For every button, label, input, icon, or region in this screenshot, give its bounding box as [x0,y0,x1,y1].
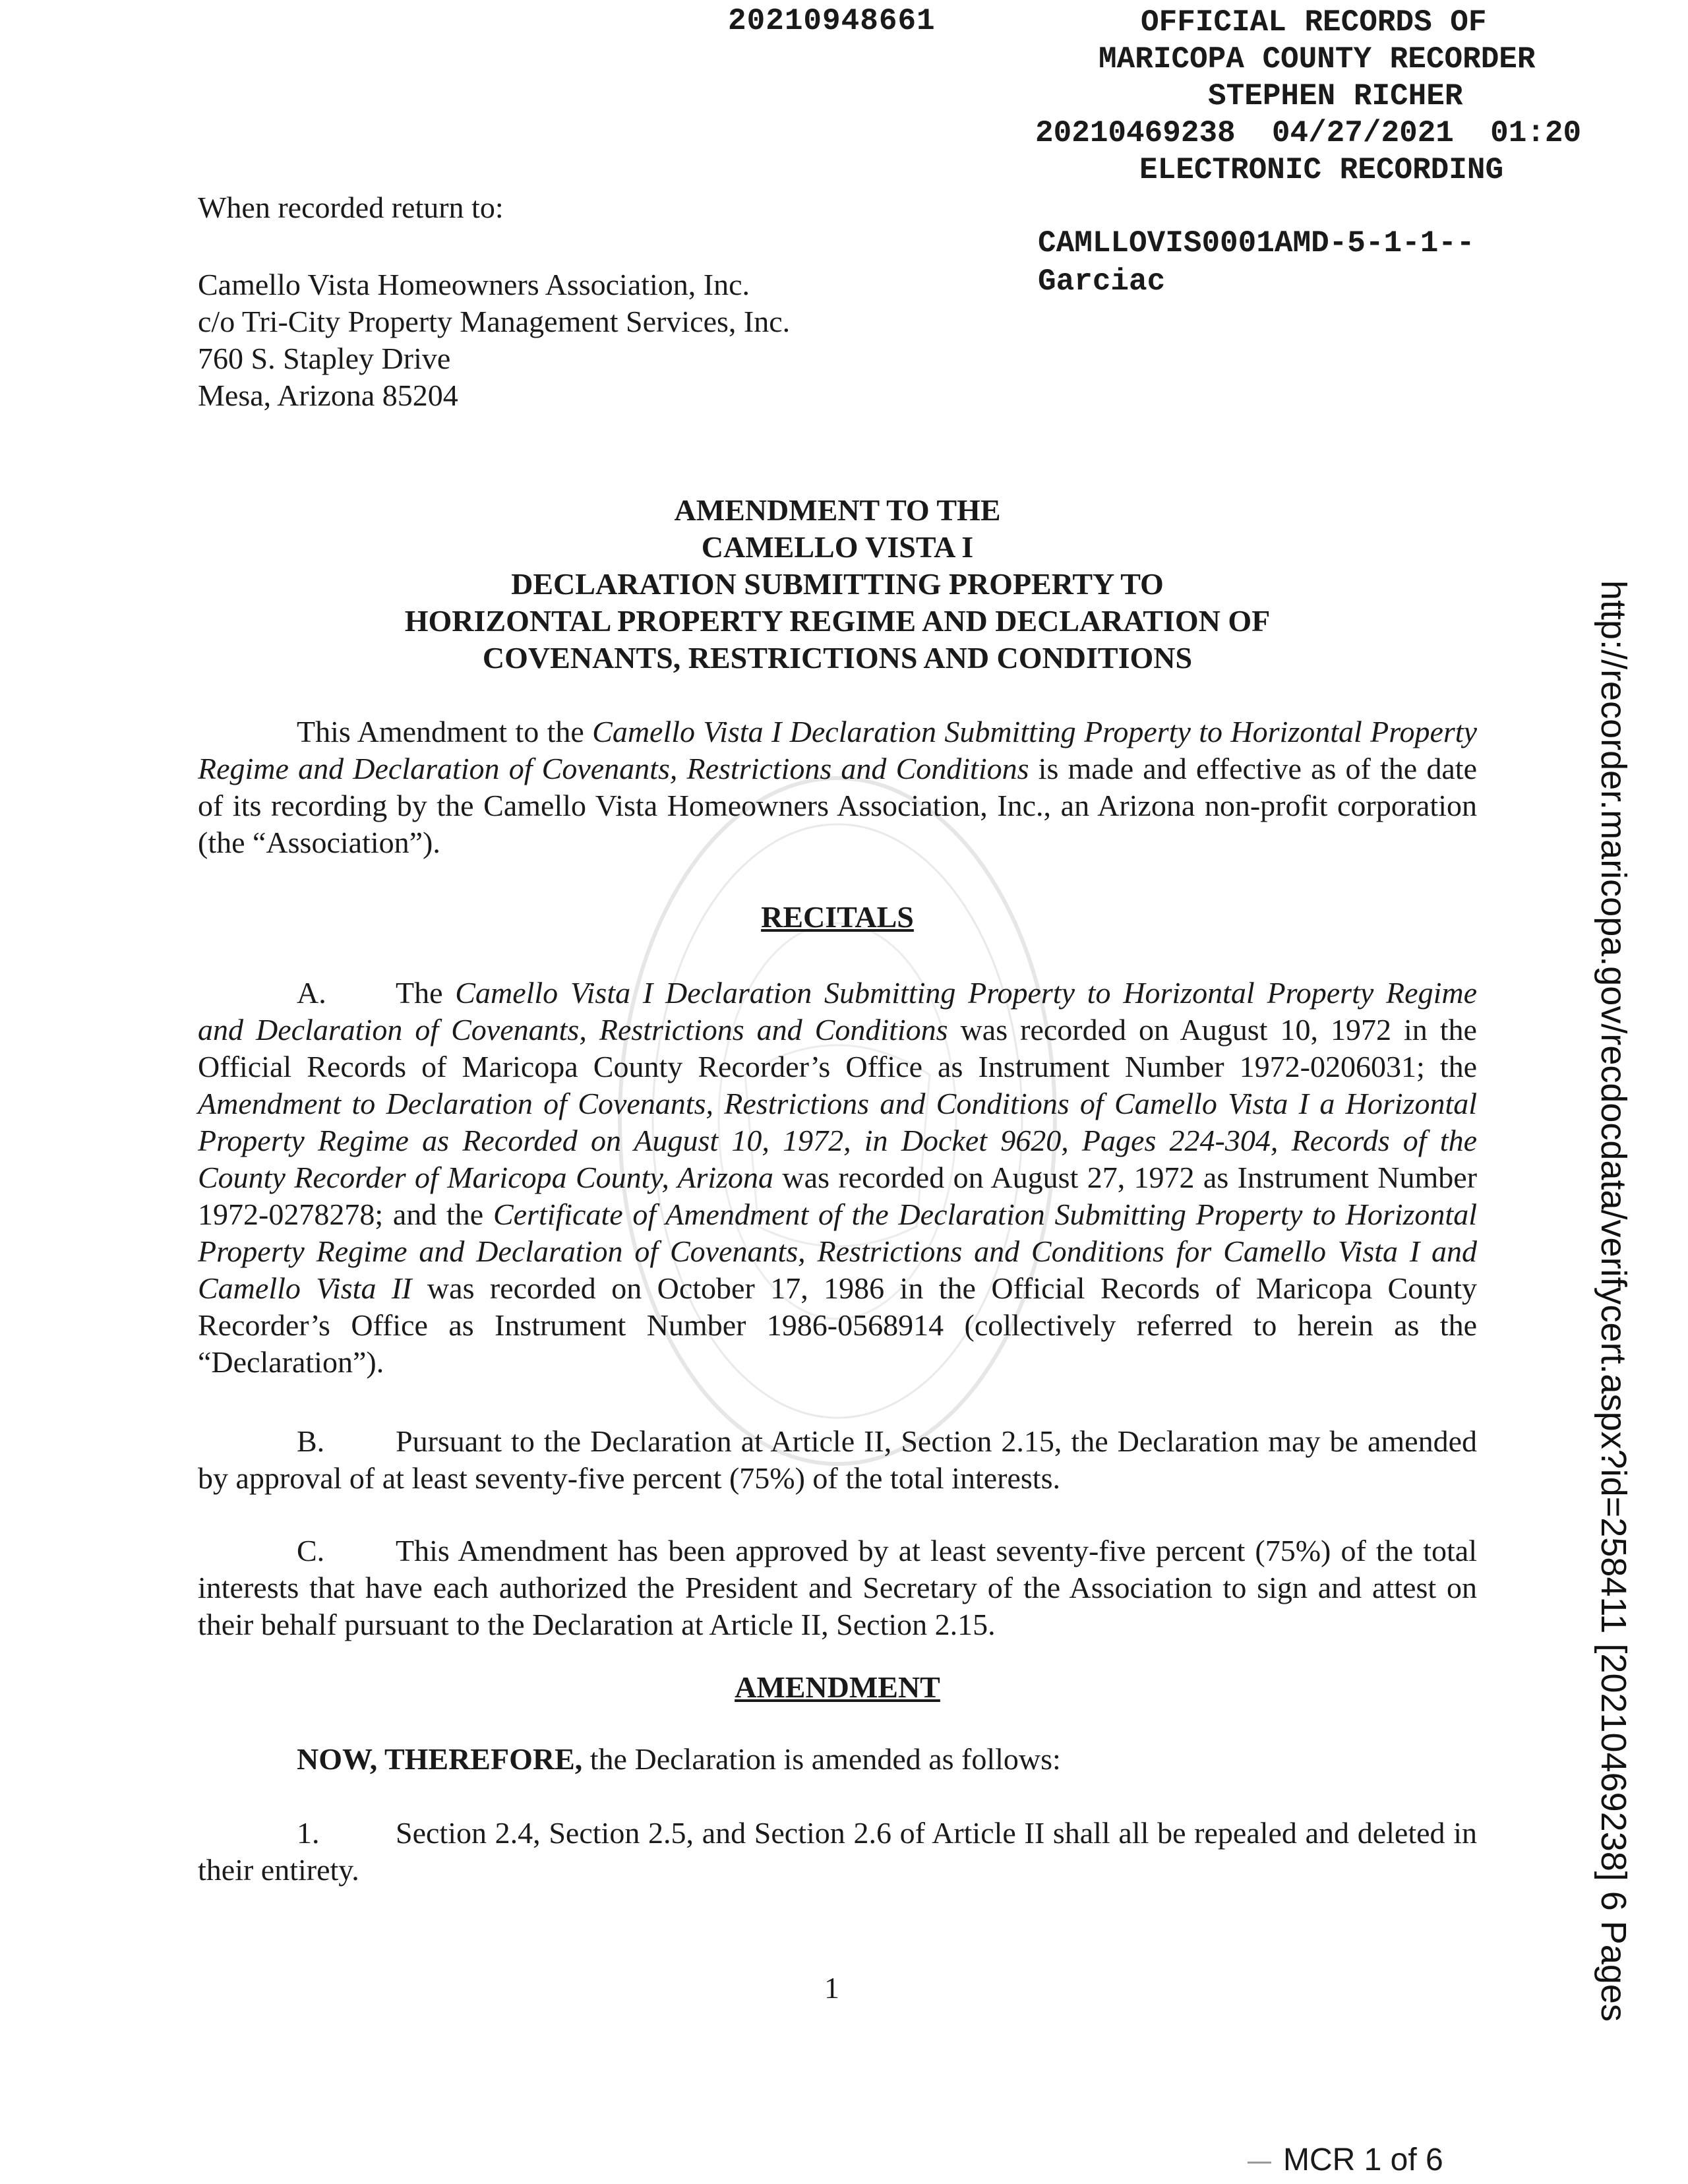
filing-code-line: Garciac [1038,264,1166,299]
amendment-item-1: 1. Section 2.4, Section 2.5, and Section 2.6 of Article II shall all be repealed and deleted in their entirety. [198,1816,1477,1887]
recorder-stamp [1035,4,1648,189]
footer-dash [1248,2162,1271,2164]
item-label: 1. [297,1816,320,1850]
recorder-stamp-line: STEPHEN RICHER [1208,79,1463,113]
title-line: HORIZONTAL PROPERTY REGIME AND DECLARATION OF [404,604,1271,638]
recording-number-date-time: 20210469238 04/27/2021 01:20 [1035,116,1582,150]
document-title [198,492,1477,677]
return-label: When recorded return to: [198,191,504,224]
title-line: DECLARATION SUBMITTING PROPERTY TO [511,567,1164,601]
recitals-heading: RECITALS [761,900,914,934]
address-line: Mesa, Arizona 85204 [198,379,458,412]
recital-c: C. This Amendment has been approved by at least seventy-five percent (75%) of the total interests that have each authorized the President and Secretary of the Association to sign and attest on their behalf pursuant to the Declaration at Article II, Section 2.15. [198,1534,1477,1641]
intro-paragraph: This Amendment to the Camello Vista I Declaration Submitting Property to Horizontal Property Regime and Declaration of Covenants, Restrictions and Conditions is made and effective as of the date of its recording by the Camello Vista Homeowners Association, Inc., an Arizona non-profit corporation (the “Association”). [198,715,1477,859]
recital-label: B. [297,1424,325,1458]
page-number: 1 [824,1971,839,2005]
filing-code-line: CAMLLOVIS0001AMD-5-1-1-- [1038,226,1475,260]
recital-label: C. [297,1534,325,1567]
recital-a: A. The Camello Vista I Declaration Submitting Property to Horizontal Property Regime and Declaration of Covenants, Restrictions and Conditions was recorded on August 10, 1972 in the Official Records of Maricopa County Recorder’s Office as Instrument Number 1972-0206031; the Amendment to Declaration of Covenants, Restrictions and Conditions of Camello Vista I a Horizontal Property Regime as Recorded on August 10, 1972, in Docket 9620, Pages 224-304, Records of the County Recorder of Maricopa County, Arizona was recorded on August 27, 1972 as Instrument Number 1972-0278278; and the Certificate of Amendment of the Declaration Submitting Property to Horizontal Property Regime and Declaration of Covenants, Restrictions and Conditions for Camello Vista I and Camello Vista II was recorded on October 17, 1986 in the Official Records of Maricopa County Recorder’s Office as Instrument Number 1986-0568914 (collectively referred to herein as the “Declaration”). [198,976,1478,1379]
title-line: AMENDMENT TO THE [674,493,1001,527]
address-line: Camello Vista Homeowners Association, Inc. [198,268,750,301]
return-address [198,266,790,414]
address-line: c/o Tri-City Property Management Services, Inc. [198,305,791,338]
recital-label: A. [297,976,326,1010]
address-line: 760 S. Stapley Drive [198,342,451,375]
title-line: COVENANTS, RESTRICTIONS AND CONDITIONS [482,641,1193,675]
recorder-stamp-line: MARICOPA COUNTY RECORDER [1099,42,1536,76]
recorder-stamp-line: ELECTRONIC RECORDING [1139,153,1504,187]
mcr-page-label: MCR 1 of 6 [1283,2142,1443,2177]
recital-b: B. Pursuant to the Declaration at Article II, Section 2.15, the Declaration may be amended by approval of at least seventy-five percent (75%) of the total interests. [198,1424,1477,1495]
amendment-heading: AMENDMENT [735,1670,940,1704]
now-therefore-paragraph: NOW, THEREFORE, the Declaration is amended as follows: [297,1742,1061,1776]
verification-url[interactable]: http://recorder.maricopa.gov/recdocdata/verifycert.aspx?id=258411 [20210469238] 6 Pages [1594,580,1633,2022]
document-number: 20210948661 [728,4,936,38]
recorder-stamp-line: OFFICIAL RECORDS OF [1141,5,1487,40]
title-line: CAMELLO VISTA I [701,530,974,564]
filing-code [1038,224,1475,301]
